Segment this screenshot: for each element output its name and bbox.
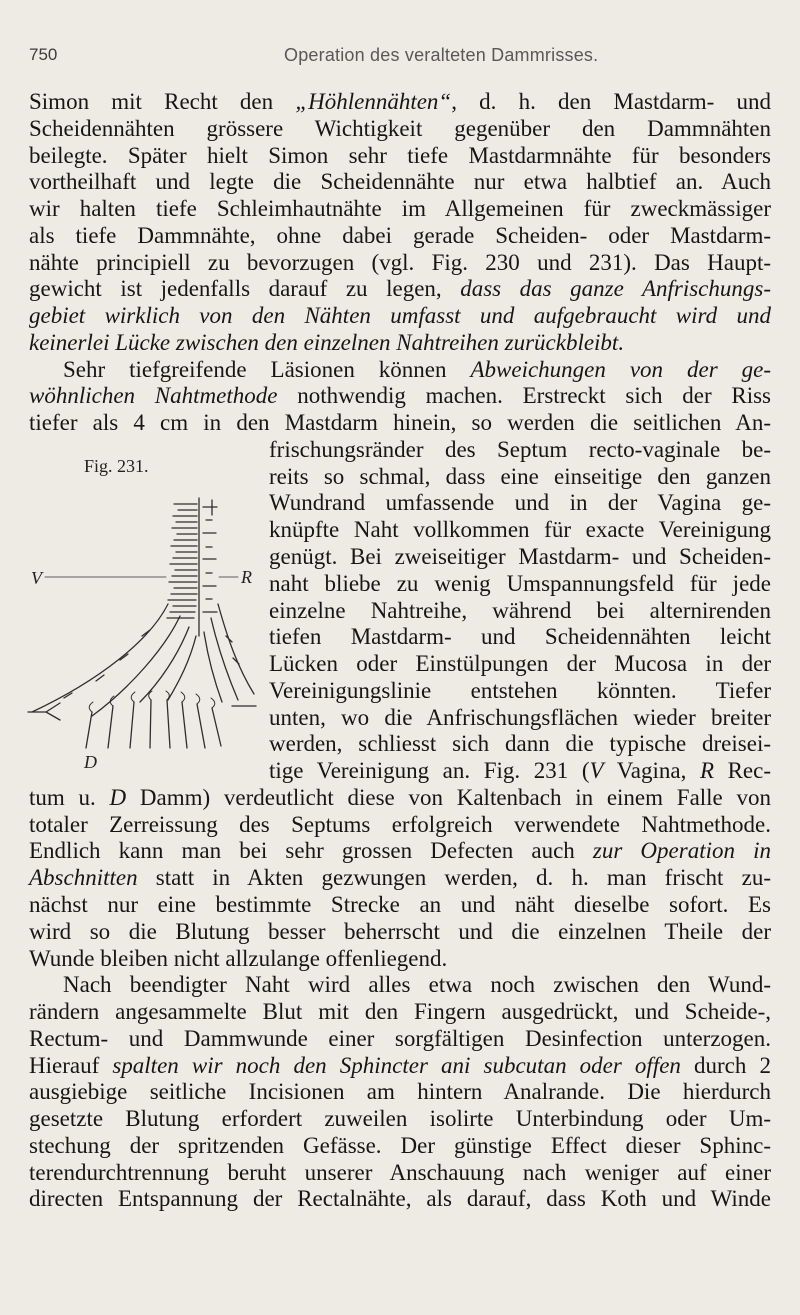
text-run: naht bliebe zu wenig Umspannungsfeld für jede	[269, 570, 771, 596]
text-line	[269, 624, 771, 651]
text-run: ausgiebige seitliche Incisionen am hintern Analrande. Die hierdurch	[29, 1079, 771, 1105]
figure-label-vagina: V	[31, 568, 42, 588]
right-wing-outer	[218, 604, 254, 694]
text-run: , d. h. den Mastdarm- und	[451, 89, 771, 114]
text-line	[29, 1079, 771, 1106]
text-run: Sehr tiefgreifende Läsionen können	[63, 356, 471, 382]
text-line	[29, 116, 771, 143]
text-run: genügt. Bei zweiseitiger Mastdarm- und Scheiden-	[269, 544, 771, 570]
text-run: Simon mit Recht den	[29, 89, 296, 114]
text-run: tige Vereinigung an. Fig. 231 (	[269, 758, 590, 784]
text-run: gewicht ist jedenfalls darauf zu legen,	[29, 276, 461, 302]
text-run: einzelne Nahtreihe, während bei alternirenden	[269, 597, 771, 623]
text-line	[269, 758, 771, 785]
text-run: nächst nur eine bestimmte Strecke an und näht dieselbe sofort. Es	[29, 891, 771, 917]
text-line	[29, 1053, 771, 1080]
text-line	[269, 490, 771, 517]
text-line	[269, 571, 771, 598]
text-line	[29, 838, 771, 865]
text-run: wird so die Blutung besser beherrscht und die einzelnen Theile der	[29, 918, 771, 944]
text-run: rändern angesammelte Blut mit den Fingern ausgedrückt, und Scheide-,	[29, 999, 771, 1025]
text-run: tiefen Mastdarm- und Scheidennähten leicht	[269, 624, 771, 650]
text-line	[269, 651, 771, 678]
text-line	[29, 1186, 771, 1213]
text-run: Rec-	[714, 758, 772, 784]
right-wing-inner	[204, 632, 222, 702]
perineal-sutures	[86, 700, 221, 748]
text-run: Rectum- und Dammwunde einer sorgfältigen Desinfection unterzogen.	[29, 1025, 771, 1051]
text-run: Endlich kann man bei sehr grossen Defecten auch	[29, 838, 593, 864]
text-line	[29, 1160, 771, 1187]
italic-run: Abweichungen von der ge-	[470, 356, 771, 382]
text-line	[29, 1026, 771, 1053]
text-line	[29, 785, 771, 812]
suture-loops	[89, 691, 215, 712]
text-line	[29, 1106, 771, 1133]
text-run: statt in Akten gezwungen werden, d. h. man frischt zu-	[137, 865, 771, 891]
text-line	[269, 598, 771, 625]
text-line	[269, 437, 771, 464]
text-line	[29, 892, 771, 919]
text-line	[29, 1133, 771, 1160]
italic-run: spalten wir noch den Sphincter ani subcutan oder offen	[112, 1052, 681, 1078]
text-run: frischungsränder des Septum recto-vaginale be-	[269, 436, 771, 462]
text-run: beilegte. Später hielt Simon sehr tiefe Mastdarmnähte für besonders	[29, 142, 771, 168]
text-line	[29, 330, 771, 357]
text-line	[29, 865, 771, 892]
text-run: directen Entspannung der Rectalnähte, als darauf, dass Koth und Winde	[29, 1186, 771, 1212]
text-line	[269, 731, 771, 758]
text-line	[29, 999, 771, 1026]
text-run: vortheilhaft und legte die Scheidennähte nur etwa halbtief an. Auch	[29, 169, 771, 195]
text-run: als tiefe Dammnähte, ohne dabei gerade Scheiden- oder Mastdarm-	[29, 222, 771, 248]
text-run: Vagina,	[603, 758, 700, 784]
text-line	[269, 544, 771, 571]
text-run: Wundrand umfassende und in der Vagina ge-	[269, 490, 771, 516]
text-line	[269, 464, 771, 491]
text-line	[29, 143, 771, 170]
text-line	[29, 357, 771, 384]
italic-run: „Höhlennähten“	[295, 89, 452, 114]
text-line	[29, 250, 771, 277]
text-run: reits so schmal, dass eine einseitige den ganzen	[269, 463, 771, 489]
text-run: nähte principiell zu bevorzugen (vgl. Fig. 230 und 231). Das Haupt-	[29, 249, 771, 275]
text-line	[29, 169, 771, 196]
figure-caption: Fig. 231.	[84, 456, 149, 476]
text-line	[29, 410, 771, 437]
wing-hatching	[64, 630, 239, 698]
text-run: Wunde bleiben nicht allzulange offenliegend.	[29, 945, 448, 971]
text-line	[29, 812, 771, 839]
text-line	[29, 946, 771, 973]
text-line	[29, 196, 771, 223]
figure-231-diagram	[24, 494, 262, 756]
text-run: Damm) verdeutlicht diese von Kaltenbach in einem Falle von	[126, 784, 772, 810]
text-line	[29, 383, 771, 410]
text-line	[29, 276, 771, 303]
text-run: unten, wo die Anfrischungsflächen wieder breiter	[269, 704, 771, 730]
figure-label-damm: D	[84, 752, 97, 772]
text-run: knüpfte Naht vollkommen für exacte Vereinigung	[269, 517, 771, 543]
text-line	[269, 517, 771, 544]
text-run: terendurchtrennung beruht unserer Anschauung nach weniger auf einer	[29, 1159, 771, 1185]
italic-run: dass das ganze Anfrischungs-	[460, 276, 771, 302]
vaginal-suture-hatching	[167, 504, 197, 618]
left-wing-outer	[32, 604, 168, 712]
text-line	[29, 919, 771, 946]
text-run: stechung der spritzenden Gefässe. Der günstige Effect dieser Sphinc-	[29, 1132, 771, 1158]
text-line	[29, 89, 771, 116]
text-run: Lücken oder Einstülpungen der Mucosa in der	[269, 651, 771, 677]
figure-label-rectum: R	[241, 567, 252, 587]
text-run: tum u.	[29, 784, 110, 810]
text-run: Vereinigungslinie entstehen könnten. Tiefer	[269, 677, 771, 703]
text-line	[269, 705, 771, 732]
italic-run: keinerlei Lücke zwischen den einzelnen Nahtreihen zurückbleibt.	[29, 329, 625, 355]
italic-run: D	[109, 784, 127, 810]
text-run: Scheidennähten grössere Wichtigkeit gegenüber den Dammnähten	[29, 115, 771, 141]
text-line	[29, 972, 771, 999]
running-title: Operation des veralteten Dammrisses.	[284, 45, 599, 65]
text-run: Nach beendigter Naht wird alles etwa noch zwischen den Wund-	[63, 972, 771, 998]
italic-run: R	[699, 758, 714, 784]
text-run: totaler Zerreissung des Septums erfolgreich verwendete Nahtmethode.	[29, 811, 771, 837]
text-run: wir halten tiefe Schleimhautnähte im Allgemeinen für zweckmässiger	[29, 196, 771, 222]
text-run: werden, schliesst sich dann die typische dreisei-	[269, 731, 771, 757]
text-run: durch 2	[680, 1052, 771, 1078]
text-run: gesetzte Blutung erfordert zuweilen isolirte Unterbindung oder Um-	[29, 1106, 771, 1132]
text-line	[29, 223, 771, 250]
text-line	[269, 678, 771, 705]
text-run: tiefer als 4 cm in den Mastdarm hinein, so werden die seitlichen An-	[29, 410, 771, 436]
text-line	[29, 303, 771, 330]
text-run: nothwendig machen. Erstreckt sich der Riss	[277, 383, 772, 409]
italic-run: Abschnitten	[29, 865, 138, 891]
left-wing-inner	[168, 636, 196, 700]
page-number: 750	[29, 45, 58, 64]
rectal-suture-ticks	[203, 500, 217, 612]
italic-run: V	[589, 758, 604, 784]
italic-run: wöhnlichen Nahtmethode	[29, 383, 278, 409]
text-run: Hierauf	[29, 1052, 113, 1078]
italic-run: zur Operation in	[592, 838, 771, 864]
italic-run: gebiet wirklich von den Nähten umfasst und aufgebraucht wird und	[29, 303, 771, 329]
